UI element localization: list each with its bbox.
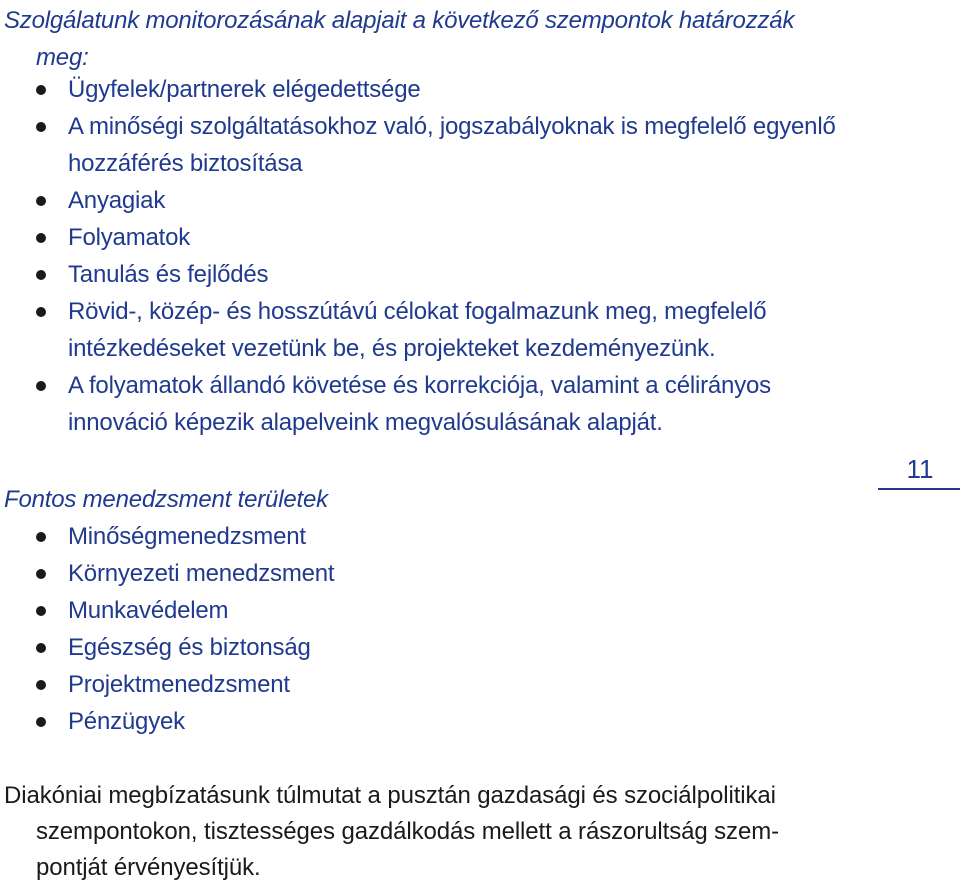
list-item-text: Projektmenedzsment — [68, 671, 290, 698]
bullet-icon — [36, 643, 46, 653]
bullet-icon — [36, 717, 46, 727]
management-areas-list — [0, 518, 850, 740]
closing-line-1: Diakóniai megbízatásunk túlmutat a pusztán gazdasági és szociálpolitikai — [4, 782, 776, 809]
list-item — [0, 629, 850, 666]
list-item-text: Minőségmenedzsment — [68, 523, 306, 550]
list-item — [0, 367, 850, 441]
bullet-icon — [36, 233, 46, 243]
list-item — [0, 518, 850, 555]
bullet-icon — [36, 532, 46, 542]
list-item-text: Munkavédelem — [68, 597, 229, 624]
page-number: 11 — [906, 454, 934, 484]
list-item — [0, 108, 850, 182]
bullet-icon — [36, 606, 46, 616]
intro-line-2: meg: — [36, 44, 89, 71]
list-item — [0, 592, 850, 629]
list-item-text: Ügyfelek/partnerek elégedettsége — [68, 76, 421, 103]
list-item — [0, 71, 850, 108]
page-number-rule — [878, 488, 960, 490]
list-item — [0, 293, 850, 367]
intro-paragraph — [4, 2, 854, 76]
list-item — [0, 703, 850, 740]
list-item — [0, 219, 850, 256]
closing-line-2: szempontokon, tisztességes gazdálkodás mellett a rászorultság szem- — [36, 818, 779, 845]
list-item — [0, 256, 850, 293]
list-item-text: A folyamatok állandó követése és korrekciója, valamint a célirányos innováció képezik alapelveink megvalósulásának alapját. — [68, 372, 771, 436]
list-item — [0, 555, 850, 592]
bullet-icon — [36, 307, 46, 317]
list-item-text: A minőségi szolgáltatásokhoz való, jogszabályoknak is megfelelő egyenlő hozzáférés biztosítása — [68, 113, 836, 177]
bullet-icon — [36, 569, 46, 579]
list-item-text: Környezeti menedzsment — [68, 560, 335, 587]
list-item-text: Tanulás és fejlődés — [68, 261, 269, 288]
bullet-icon — [36, 122, 46, 132]
monitoring-criteria-list — [0, 71, 850, 441]
list-item-text: Pénzügyek — [68, 708, 185, 735]
list-item-text: Anyagiak — [68, 187, 166, 214]
list-item-text: Egészség és biztonság — [68, 634, 311, 661]
bullet-icon — [36, 680, 46, 690]
bullet-icon — [36, 85, 46, 95]
list-item — [0, 182, 850, 219]
bullet-icon — [36, 270, 46, 280]
management-areas-heading: Fontos menedzsment területek — [4, 486, 328, 513]
bullet-icon — [36, 196, 46, 206]
list-item-text: Folyamatok — [68, 224, 191, 251]
bullet-icon — [36, 381, 46, 391]
intro-line-1: Szolgálatunk monitorozásának alapjait a következő szempontok határozzák — [4, 7, 795, 34]
closing-paragraph — [4, 778, 844, 886]
closing-line-3: pontját érvényesítjük. — [36, 854, 261, 881]
list-item — [0, 666, 850, 703]
list-item-text: Rövid-, közép- és hosszútávú célokat fogalmazunk meg, megfelelő intézkedéseket vezetünk be, és projekteket kezdeményezünk. — [68, 298, 767, 362]
